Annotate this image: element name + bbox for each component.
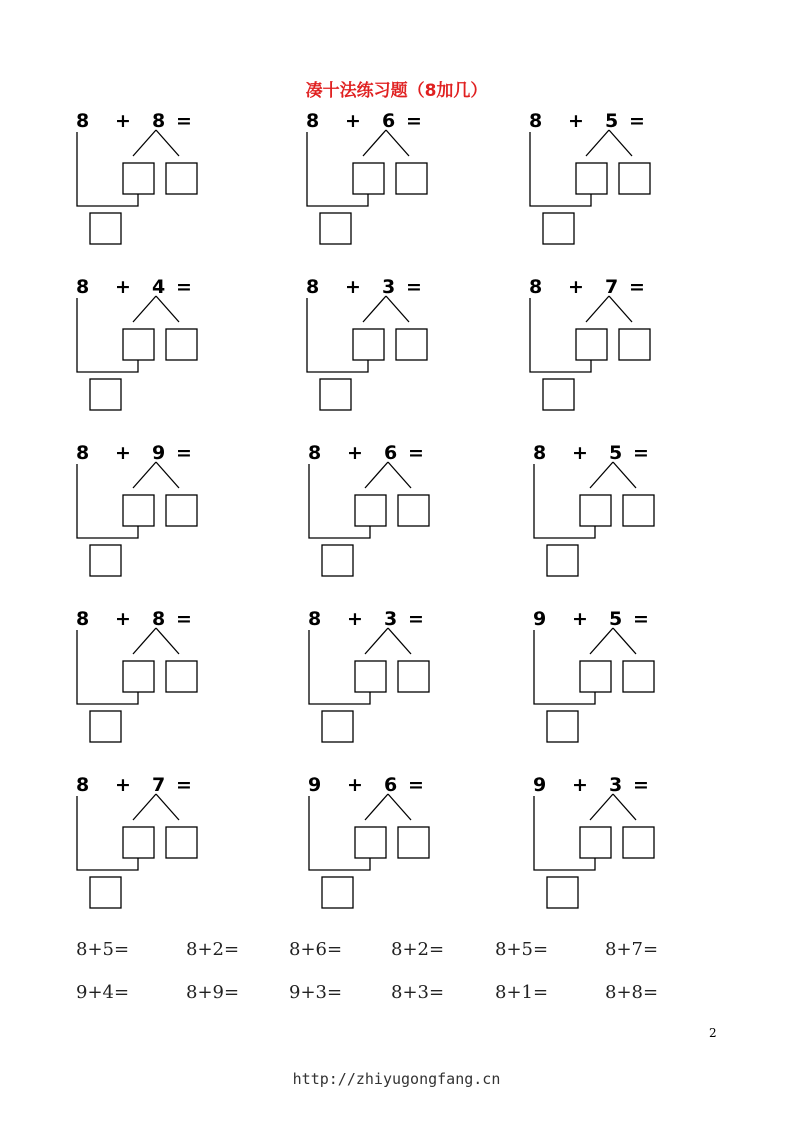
split-line-left [590,794,613,820]
plus-sign: + [115,774,131,796]
answer-box-left[interactable] [353,329,384,360]
first-addend: 8 [76,276,90,298]
split-line-left [133,794,156,820]
second-addend: 5 [605,110,619,132]
make-ten-problem [306,110,466,260]
split-line-right [613,628,636,654]
page-number: 2 [709,1026,717,1040]
split-line-left [586,130,609,156]
first-addend: 8 [76,442,90,464]
first-addend: 8 [533,442,547,464]
make-ten-problem [308,774,468,924]
exercise-item: 8+2= [186,939,240,960]
equals-sign: = [629,110,645,132]
make-ten-problem [533,774,693,924]
split-line-left [365,628,388,654]
make-ten-problem [308,608,468,758]
split-line-left [133,296,156,322]
answer-box-right[interactable] [398,661,429,692]
answer-box-right[interactable] [396,329,427,360]
make-ten-problem [76,608,236,758]
exercise-item: 8+5= [495,939,549,960]
answer-box-sum[interactable] [543,213,574,244]
split-line-left [133,462,156,488]
answer-box-right[interactable] [166,495,197,526]
plus-sign: + [347,442,363,464]
second-addend: 7 [605,276,619,298]
plus-sign: + [345,276,361,298]
answer-box-right[interactable] [619,163,650,194]
plus-sign: + [568,110,584,132]
exercise-item: 8+8= [605,982,659,1003]
first-addend: 8 [76,774,90,796]
decomposition-diagram [76,608,236,758]
equals-sign: = [406,276,422,298]
split-line-left [133,628,156,654]
second-addend: 6 [382,110,396,132]
decomposition-diagram [306,110,466,260]
decomposition-diagram [529,110,689,260]
second-addend: 5 [609,442,623,464]
answer-box-sum[interactable] [90,877,121,908]
answer-box-sum[interactable] [547,545,578,576]
first-addend: 8 [529,110,543,132]
decomposition-diagram [308,442,468,592]
split-line-right [609,296,632,322]
exercise-item: 9+3= [289,982,343,1003]
equals-sign: = [176,276,192,298]
make-ten-problem [76,774,236,924]
second-addend: 4 [152,276,166,298]
make-ten-problem [308,442,468,592]
answer-box-left[interactable] [355,495,386,526]
exercise-item: 8+3= [391,982,445,1003]
first-addend: 8 [308,442,322,464]
equals-sign: = [176,774,192,796]
answer-box-right[interactable] [623,495,654,526]
make-ten-problem [533,608,693,758]
exercise-item: 9+4= [76,982,130,1003]
decomposition-diagram [76,774,236,924]
answer-box-left[interactable] [123,827,154,858]
exercise-item: 8+9= [186,982,240,1003]
decomposition-diagram [533,774,693,924]
answer-box-sum[interactable] [322,545,353,576]
answer-box-sum[interactable] [90,213,121,244]
first-addend: 8 [306,110,320,132]
make-ten-problem [529,276,689,426]
decomposition-diagram [308,774,468,924]
answer-box-right[interactable] [396,163,427,194]
second-addend: 8 [152,110,166,132]
make-ten-problem [306,276,466,426]
equals-sign: = [408,774,424,796]
split-line-left [363,130,386,156]
plus-sign: + [347,774,363,796]
answer-box-right[interactable] [166,163,197,194]
equals-sign: = [408,442,424,464]
second-addend: 3 [609,774,623,796]
decomposition-diagram [306,276,466,426]
second-addend: 6 [384,442,398,464]
make-ten-problem [529,110,689,260]
worksheet-title: 凑十法练习题（8加几） [305,81,488,101]
first-addend: 9 [533,774,547,796]
first-addend: 8 [76,608,90,630]
plus-sign: + [568,276,584,298]
equals-sign: = [633,442,649,464]
answer-box-left[interactable] [580,495,611,526]
split-line-right [613,794,636,820]
first-addend: 8 [308,608,322,630]
equals-sign: = [176,110,192,132]
answer-box-right[interactable] [623,827,654,858]
exercise-item: 8+6= [289,939,343,960]
exercise-item: 8+1= [495,982,549,1003]
split-line-left [590,628,613,654]
answer-box-left[interactable] [580,661,611,692]
answer-box-sum[interactable] [547,711,578,742]
split-line-right [386,130,409,156]
second-addend: 5 [609,608,623,630]
second-addend: 3 [382,276,396,298]
answer-box-right[interactable] [623,661,654,692]
exercise-item: 8+7= [605,939,659,960]
exercise-item: 8+2= [391,939,445,960]
second-addend: 9 [152,442,166,464]
answer-box-left[interactable] [353,163,384,194]
equals-sign: = [629,276,645,298]
answer-box-sum[interactable] [322,711,353,742]
plus-sign: + [115,110,131,132]
split-line-left [365,462,388,488]
decomposition-diagram [76,276,236,426]
answer-box-sum[interactable] [90,711,121,742]
second-addend: 6 [384,774,398,796]
split-line-left [586,296,609,322]
split-line-right [156,130,179,156]
equals-sign: = [633,608,649,630]
plus-sign: + [345,110,361,132]
answer-box-right[interactable] [166,827,197,858]
answer-box-right[interactable] [166,661,197,692]
first-addend: 9 [533,608,547,630]
answer-box-left[interactable] [123,329,154,360]
decomposition-diagram [76,110,236,260]
answer-box-sum[interactable] [322,877,353,908]
answer-box-left[interactable] [123,495,154,526]
answer-box-left[interactable] [580,827,611,858]
equals-sign: = [408,608,424,630]
decomposition-diagram [529,276,689,426]
equals-sign: = [406,110,422,132]
second-addend: 8 [152,608,166,630]
answer-box-sum[interactable] [320,213,351,244]
plus-sign: + [572,608,588,630]
split-line-right [613,462,636,488]
split-line-right [156,794,179,820]
first-addend: 9 [308,774,322,796]
split-line-right [156,462,179,488]
first-addend: 8 [306,276,320,298]
answer-box-left[interactable] [576,329,607,360]
answer-box-left[interactable] [576,163,607,194]
plus-sign: + [347,608,363,630]
split-line-left [365,794,388,820]
second-addend: 3 [384,608,398,630]
split-line-right [156,296,179,322]
split-line-left [363,296,386,322]
equals-sign: = [176,442,192,464]
make-ten-problem [76,276,236,426]
decomposition-diagram [533,608,693,758]
plus-sign: + [115,442,131,464]
answer-box-sum[interactable] [90,545,121,576]
answer-box-left[interactable] [355,827,386,858]
second-addend: 7 [152,774,166,796]
plus-sign: + [572,442,588,464]
split-line-right [388,462,411,488]
decomposition-diagram [76,442,236,592]
footer-url: http://zhiyugongfang.cn [292,1070,501,1088]
exercise-item: 8+5= [76,939,130,960]
split-line-left [590,462,613,488]
answer-box-left[interactable] [123,661,154,692]
answer-box-sum[interactable] [543,379,574,410]
split-line-right [388,628,411,654]
equals-sign: = [633,774,649,796]
split-line-right [386,296,409,322]
answer-box-right[interactable] [398,827,429,858]
answer-box-sum[interactable] [320,379,351,410]
split-line-right [156,628,179,654]
plus-sign: + [115,608,131,630]
make-ten-problem [76,110,236,260]
split-line-right [388,794,411,820]
split-line-right [609,130,632,156]
answer-box-left[interactable] [123,163,154,194]
answer-box-right[interactable] [166,329,197,360]
answer-box-sum[interactable] [547,877,578,908]
decomposition-diagram [533,442,693,592]
first-addend: 8 [529,276,543,298]
equals-sign: = [176,608,192,630]
decomposition-diagram [308,608,468,758]
answer-box-sum[interactable] [90,379,121,410]
make-ten-problem [533,442,693,592]
make-ten-problem [76,442,236,592]
first-addend: 8 [76,110,90,132]
plus-sign: + [572,774,588,796]
answer-box-right[interactable] [619,329,650,360]
answer-box-left[interactable] [355,661,386,692]
answer-box-right[interactable] [398,495,429,526]
split-line-left [133,130,156,156]
plus-sign: + [115,276,131,298]
